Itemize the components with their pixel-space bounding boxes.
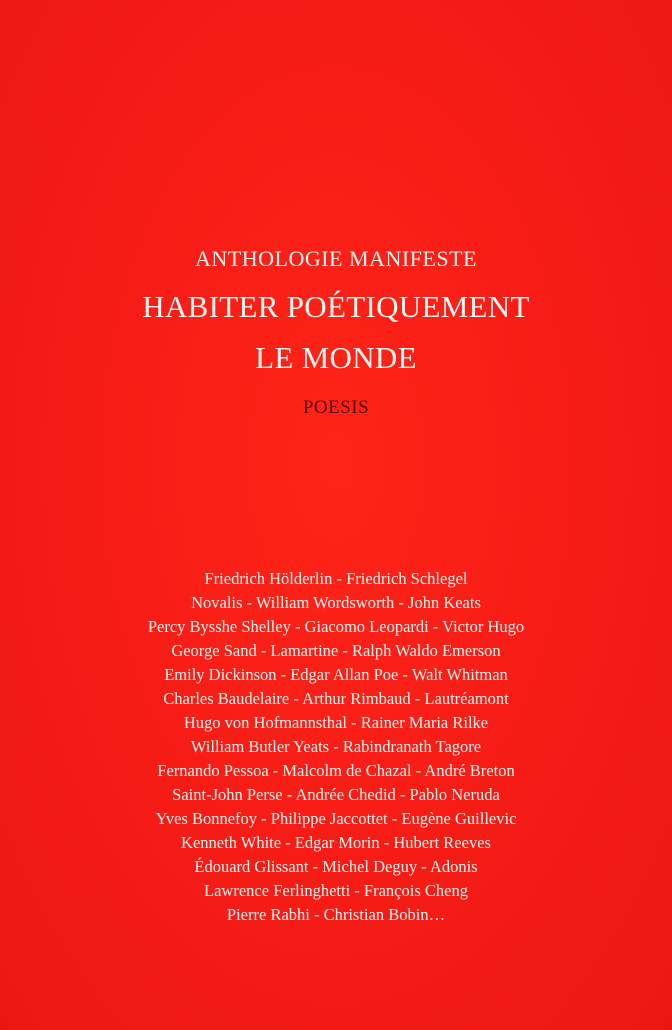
author-line: Édouard Glissant - Michel Deguy - Adonis <box>194 857 478 876</box>
author-line: Percy Bysshe Shelley - Giacomo Leopardi - Victor Hugo <box>147 617 525 636</box>
author-line: Emily Dickinson - Edgar Allan Poe - Walt Whitman <box>164 665 508 684</box>
author-line: Saint-John Perse - Andrée Chedid - Pablo Neruda <box>172 785 500 804</box>
publisher-name: POESIS <box>302 397 370 418</box>
author-line: Novalis - William Wordsworth - John Keats <box>191 593 481 612</box>
author-line: George Sand - Lamartine - Ralph Waldo Emerson <box>171 641 501 660</box>
author-line: Fernando Pessoa - Malcolm de Chazal - André Breton <box>157 761 515 780</box>
author-line: Friedrich Hölderlin - Friedrich Schlegel <box>204 569 468 588</box>
author-list <box>0 567 672 927</box>
book-title-line-2: LE MONDE <box>255 340 417 375</box>
author-line: Kenneth White - Edgar Morin - Hubert Reeves <box>181 833 491 852</box>
author-line: Charles Baudelaire - Arthur Rimbaud - Lautréamont <box>163 689 509 708</box>
author-line: Yves Bonnefoy - Philippe Jaccottet - Eugène Guillevic <box>155 809 517 828</box>
author-line: Hugo von Hofmannsthal - Rainer Maria Rilke <box>183 713 489 732</box>
series-title: ANTHOLOGIE MANIFESTE <box>195 246 477 271</box>
author-line: Pierre Rabhi - Christian Bobin… <box>226 905 446 924</box>
book-title-line-1: HABITER POÉTIQUEMENT <box>142 289 530 324</box>
author-line: William Butler Yeats - Rabindranath Tagore <box>190 737 482 756</box>
author-line: Lawrence Ferlinghetti - François Cheng <box>204 881 468 900</box>
